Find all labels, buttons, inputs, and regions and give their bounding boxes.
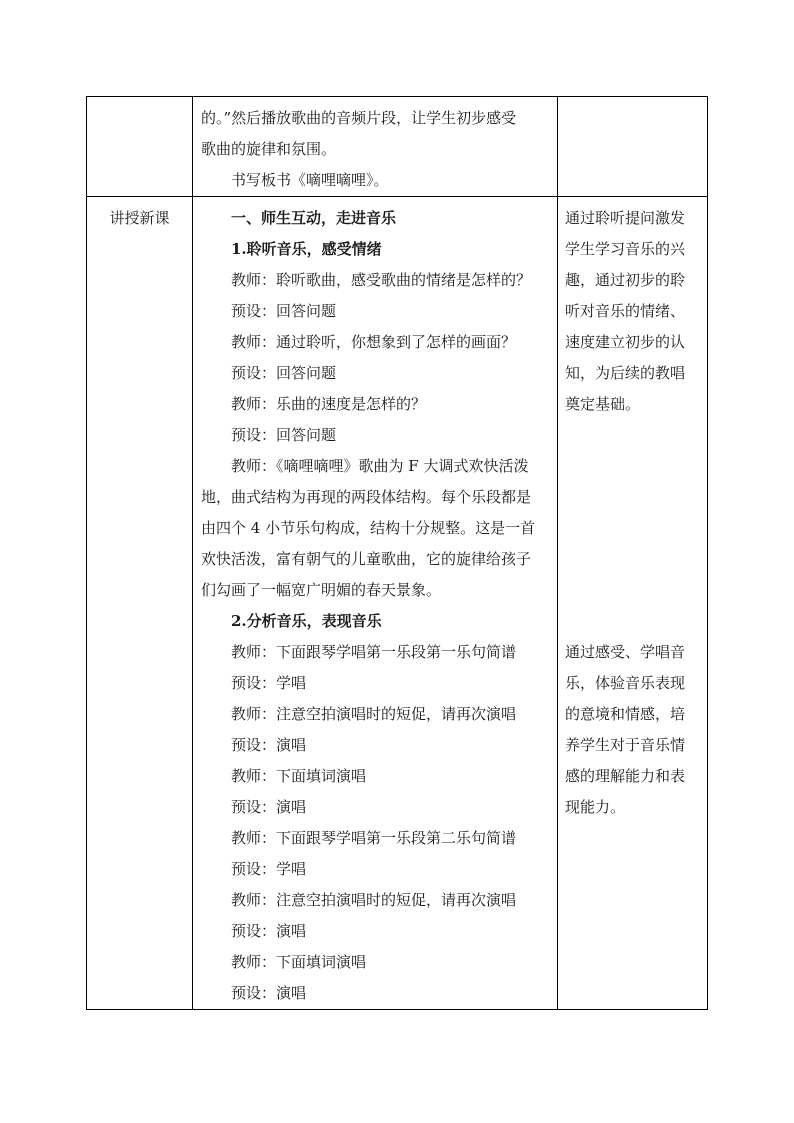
dialogue-line: 教师：注意空拍演唱时的短促，请再次演唱 bbox=[231, 705, 517, 723]
dialogue-line: 预设：回答问题 bbox=[231, 426, 337, 444]
note-line: 的意境和情感，培 bbox=[565, 705, 686, 723]
note-line: 养学生对于音乐情 bbox=[565, 736, 686, 754]
row1-content-cell bbox=[193, 97, 558, 197]
section-title: 一、师生互动，走进音乐 bbox=[231, 209, 397, 227]
row2-note-cell bbox=[558, 197, 708, 1010]
dialogue-line: 预设：回答问题 bbox=[231, 302, 337, 320]
row1-line: 的。”然后播放歌曲的音频片段，让学生初步感受 bbox=[201, 109, 517, 127]
note-line: 听对音乐的情绪、 bbox=[565, 302, 686, 320]
dialogue-line: 教师：聆听歌曲，感受歌曲的情绪是怎样的？ bbox=[231, 271, 532, 289]
dialogue-line: 教师：下面填词演唱 bbox=[231, 953, 367, 971]
row1-line: 歌曲的旋律和氛围。 bbox=[201, 140, 337, 158]
dialogue-line: 预设：演唱 bbox=[231, 736, 307, 754]
row1-note-cell bbox=[558, 97, 708, 197]
note-line: 速度建立初步的认 bbox=[565, 333, 686, 351]
row1-label bbox=[87, 97, 192, 134]
section-label: 讲授新课 bbox=[109, 209, 170, 227]
row1-line: 书写板书《嘀哩嘀哩》。 bbox=[231, 171, 389, 189]
subsection-title: 1.聆听音乐，感受情绪 bbox=[231, 240, 382, 258]
dialogue-line: 预设：学唱 bbox=[231, 674, 307, 692]
subsection-title: 2.分析音乐，表现音乐 bbox=[231, 612, 382, 630]
note-line: 学生学习音乐的兴 bbox=[565, 240, 686, 258]
dialogue-line: 预设：演唱 bbox=[231, 984, 307, 1002]
table-row bbox=[87, 97, 708, 197]
dialogue-line: 教师：注意空拍演唱时的短促，请再次演唱 bbox=[231, 891, 517, 909]
note-line: 奠定基础。 bbox=[565, 395, 641, 413]
note-line: 感的理解能力和表 bbox=[565, 767, 686, 785]
note-line: 趣，通过初步的聆 bbox=[565, 271, 686, 289]
dialogue-line: 教师：下面跟琴学唱第一乐段第一乐句简谱 bbox=[231, 643, 517, 661]
note-line: 知，为后续的教唱 bbox=[565, 364, 686, 382]
note-line: 通过感受、学唱音 bbox=[565, 643, 686, 661]
table-row bbox=[87, 197, 708, 1010]
note-line: 乐，体验音乐表现 bbox=[565, 674, 686, 692]
row1-note bbox=[565, 103, 703, 134]
lesson-plan-table bbox=[86, 96, 708, 1010]
dialogue-line: 教师：下面跟琴学唱第一乐段第二乐句简谱 bbox=[231, 829, 517, 847]
row2-content-cell bbox=[193, 197, 558, 1010]
dialogue-line: 教师：通过聆听，你想象到了怎样的画面？ bbox=[231, 333, 517, 351]
paragraph-line: 欢快活泼，富有朝气的儿童歌曲，它的旋律给孩子 bbox=[201, 550, 532, 568]
paragraph-line: 由四个 4 小节乐句构成，结构十分规整。这是一首 bbox=[201, 519, 536, 537]
paragraph-line: 教师：《嘀哩嘀哩》歌曲为 F 大调式欢快活泼 bbox=[231, 457, 529, 475]
dialogue-line: 预设：演唱 bbox=[231, 922, 307, 940]
row1-label-cell bbox=[87, 97, 193, 197]
dialogue-line: 教师：乐曲的速度是怎样的？ bbox=[231, 395, 427, 413]
dialogue-line: 教师：下面填词演唱 bbox=[231, 767, 367, 785]
dialogue-line: 预设：演唱 bbox=[231, 798, 307, 816]
dialogue-line: 预设：学唱 bbox=[231, 860, 307, 878]
note-line: 现能力。 bbox=[565, 798, 626, 816]
dialogue-line: 预设：回答问题 bbox=[231, 364, 337, 382]
paragraph-line: 们勾画了一幅宽广明媚的春天景象。 bbox=[201, 581, 442, 599]
paragraph-line: 地，曲式结构为再现的两段体结构。每个乐段都是 bbox=[201, 488, 532, 506]
note-line: 通过聆听提问激发 bbox=[565, 209, 686, 227]
row2-label-cell bbox=[87, 197, 193, 1010]
